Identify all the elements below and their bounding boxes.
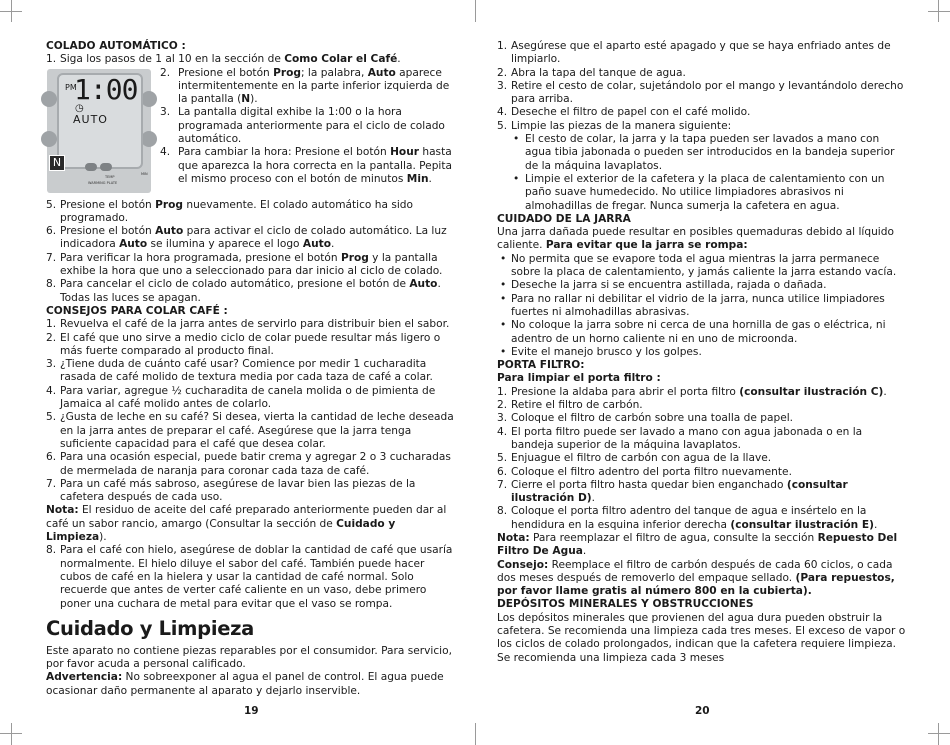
clean-step-4: 4. Deseche el filtro de papel con el café molido. bbox=[497, 106, 751, 119]
tip-2: 2. El café que uno sirve a medio ciclo de colar puede resultar más ligero o más fuerte comparado al producto final. bbox=[46, 331, 441, 357]
clean-step-2: 2. Abra la tapa del tanque de agua. bbox=[497, 66, 686, 79]
porta-step-3: 3. Coloque el filtro de carbón sobre una toalla de papel. bbox=[497, 412, 794, 425]
colado-step-2: 2. Presione el botón Prog; la palabra, Auto aparece intermitentemente en la parte inferior izquierda de la pantalla (N). bbox=[160, 66, 450, 106]
porta-step-7: 7. Cierre el porta filtro hasta quedar bien enganchado (consultar ilustración D). bbox=[497, 478, 848, 505]
knob-icon-right bbox=[141, 91, 157, 107]
lcd-auto-label: AUTO bbox=[73, 112, 108, 126]
warming-plate-label: WARMING PLATE bbox=[88, 180, 118, 185]
porta-step-1: 1. Presione la aldaba para abrir el porta filtro (consultar ilustración C). bbox=[497, 385, 887, 398]
callout-n-label: N bbox=[49, 155, 65, 171]
crop-mark-top-right-v bbox=[938, 0, 939, 22]
jarra-intro: Una jarra dañada puede resultar en posibles quemaduras debido al líquido caliente. Para evitar que la jarra se rompa: bbox=[497, 226, 894, 252]
porta-step-8: 8. Coloque el porta filtro adentro del tanque de agua e insértelo en la hendidura en la esquina inferior derecha (consultar ilustración E). bbox=[497, 505, 878, 531]
crop-mark-bottom-center bbox=[475, 723, 476, 745]
colado-step-6: 6. Presione el botón Auto para activar el ciclo de colado automático. La luz indicadora Auto se ilumina y aparece el logo Auto. bbox=[46, 225, 447, 251]
colado-step-1: 1. Siga los pasos de 1 al 10 en la sección de Como Colar el Café. bbox=[46, 53, 401, 66]
colado-automatico-heading: COLADO AUTOMÁTICO : bbox=[46, 40, 186, 52]
right-page bbox=[497, 40, 907, 665]
jarra-bullet-1: • No permita que se evapore toda el agua mientras la jarra permanece sobre la placa de calentamiento, y jamás caliente la jarra estando vacía. bbox=[500, 252, 897, 279]
tip-1: 1. Revuelva el café de la jarra antes de servirlo para distribuir bien el sabor. bbox=[46, 318, 450, 331]
clean-bullet-2: • Limpie el exterior de la cafetera y la placa de calentamiento con un paño suave humedecido. No utilice limpiadores abrasivos ni almohadillas de fregar. Nunca sumerja la cafetera en agua. bbox=[513, 172, 885, 212]
cuidado-limpieza-title: Cuidado y Limpieza bbox=[46, 616, 255, 640]
clean-bullet-1: • El cesto de colar, la jarra y la tapa pueden ser lavados a mano con agua tibia jabonada o pueden ser introducidos en la bandeja superior de la máquina lavaplatos. bbox=[513, 133, 895, 172]
tip-7: 7. Para un café más sabroso, asegúrese de lavar bien las piezas de la cafetera después de cada uso. bbox=[46, 477, 416, 504]
clean-step-5: 5. Limpie las piezas de la manera siguiente: bbox=[497, 119, 732, 132]
colado-step-5: 5. Presione el botón Prog nuevamente. El colado automático ha sido programado. bbox=[46, 198, 414, 224]
cuidado-intro: Este aparato no contiene piezas reparables por el consumidor. Para servicio, por favor acuda a personal calificado. bbox=[46, 644, 452, 671]
jarra-bullet-4: • No coloque la jarra sobre ni cerca de una hornilla de gas o eléctrica, ni adentro de un horno caliente ni en uno de microonda. bbox=[500, 319, 886, 345]
left-page bbox=[46, 40, 456, 698]
crop-mark-top-left-v bbox=[11, 0, 12, 22]
consejos-heading: CONSEJOS PARA COLAR CAFÉ : bbox=[46, 304, 228, 317]
porta-step-2: 2. Retire el filtro de carbón. bbox=[497, 399, 643, 412]
tip-3: 3. ¿Tiene duda de cuánto café usar? Comience por medir 1 cucharadita rasada de café molido de textura media por cada taza de café a colar. bbox=[46, 358, 433, 384]
lcd-display bbox=[57, 73, 143, 169]
knob-icon-left-lower bbox=[41, 131, 57, 147]
knob-icon-left bbox=[41, 91, 57, 107]
tip-5: 5. ¿Gusta de leche en su café? Si desea, vierta la cantidad de leche deseada en la jarra antes de preparar el café. Asegúrese que la jarra tenga suficiente capacidad para el café que desea colar. bbox=[46, 411, 454, 450]
plate-button-icon bbox=[100, 163, 112, 171]
jarra-heading: CUIDADO DE LA JARRA bbox=[497, 212, 631, 225]
jarra-bullet-5: • Evite el manejo brusco y los golpes. bbox=[500, 345, 702, 358]
advertencia: Advertencia: No sobreexponer al agua el panel de control. El agua puede ocasionar daño permanente al aparato y dejarlo inservible. bbox=[46, 671, 444, 697]
porta-step-4: 4. El porta filtro puede ser lavado a mano con agua jabonada o en la bandeja superior de la máquina lavaplatos. bbox=[497, 425, 863, 451]
porta-step-6: 6. Coloque el filtro adentro del porta filtro nuevamente. bbox=[497, 465, 792, 478]
tip-6: 6. Para una ocasión especial, puede batir crema y agregar 2 o 3 cucharadas de mermelada de naranja para coronar cada taza de café. bbox=[46, 451, 451, 477]
nota-filtro: Nota: Para reemplazar el filtro de agua, consulte la sección Repuesto Del Filtro De Agua. bbox=[497, 531, 898, 558]
depositos-heading: DEPÓSITOS MINERALES Y OBSTRUCCIONES bbox=[497, 598, 754, 611]
tip-4: 4. Para variar, agregue ½ cucharadita de canela molida o de pimienta de Jamaica al café molido antes de colarlo. bbox=[46, 384, 436, 411]
control-panel-illustration bbox=[47, 69, 151, 193]
depositos-text: Los depósitos minerales que provienen del agua dura pueden obstruir la cafetera. Se recomienda una limpieza cada tres meses. El exceso de vapor o los ciclos de colado prolongados, indican que la cafetera requiere limpieza. Se recomienda una limpieza cada 3 meses bbox=[497, 611, 906, 664]
jarra-bullet-2: • Deseche la jarra si se encuentra astillada, rajada o dañada. bbox=[500, 279, 827, 292]
tip-8: 8. Para el café con hielo, asegúrese de doblar la cantidad de café que usaría normalmente. El hielo diluye el sabor del café. También puede hacer cubos de café en la hielera y usar la cantidad de café normal. Solo recuerde que antes de verter café caliente en un vaso, debe primero poner una cuchara de metal para evitar que el vaso se rompa. bbox=[46, 544, 453, 610]
min-label: MIN bbox=[141, 171, 148, 176]
porta-filtro-subheading: Para limpiar el porta filtro : bbox=[497, 372, 661, 385]
crop-mark-top-right bbox=[928, 11, 950, 12]
panel-button-strip bbox=[85, 162, 135, 176]
porta-step-5: 5. Enjuague el filtro de carbón con agua de la llave. bbox=[497, 452, 772, 465]
crop-mark-bottom-left-v bbox=[11, 723, 12, 745]
colado-step-7: 7. Para verificar la hora programada, presione el botón Prog y la pantalla exhibe la hora que uno a seleccionado para dar inicio al ciclo de colado. bbox=[46, 251, 443, 278]
lcd-time: 1:00 bbox=[74, 72, 138, 106]
clean-step-3: 3. Retire el cesto de colar, sujetándolo por el mango y levantándolo derecho para arriba. bbox=[497, 79, 904, 106]
control-panel-section bbox=[46, 67, 456, 199]
panel-steps bbox=[160, 67, 460, 187]
clean-step-1: 1. Asegúrese que el aparto esté apagado y que se haya enfriado antes de limpiarlo. bbox=[497, 40, 891, 66]
crop-mark-bottom-right bbox=[928, 733, 950, 734]
temp-button-icon bbox=[85, 163, 97, 171]
porta-filtro-heading: PORTA FILTRO: bbox=[497, 359, 585, 372]
temp-label: TEMP bbox=[105, 174, 115, 179]
colado-step-8: 8. Para cancelar el ciclo de colado automático, presione el botón de Auto. Todas las luces se apagan. bbox=[46, 278, 441, 304]
page-number-right: 20 bbox=[695, 704, 710, 717]
crop-mark-top-center bbox=[475, 0, 476, 22]
clock-icon: ◷ bbox=[75, 102, 84, 114]
knob-icon-right-lower bbox=[141, 131, 157, 147]
pm-indicator: PM bbox=[65, 82, 77, 92]
page-number-left: 19 bbox=[244, 704, 259, 717]
crop-mark-bottom-right-v bbox=[938, 723, 939, 745]
colado-step-3: 3. La pantalla digital exhibe la 1:00 o la hora programada anteriormente para el ciclo de colado automático. bbox=[160, 106, 445, 146]
colado-step-4: 4. Para cambiar la hora: Presione el botón Hour hasta que aparezca la hora correcta en la pantalla. Pepita el mismo proceso con el botón de minutos Min. bbox=[160, 146, 453, 185]
nota-residuo: Nota: El residuo de aceite del café preparado anteriormente pueden dar al café un sabor rancio, amargo (Consultar la sección de Cuidado y Limpieza). bbox=[46, 504, 447, 544]
jarra-bullet-3: • Para no rallar ni debilitar el vidrio de la jarra, nunca utilice limpiadores fuertes ni almohadillas abrasivas. bbox=[500, 292, 885, 318]
consejo: Consejo: Reemplace el filtro de carbón después de cada 60 ciclos, o cada dos meses después de removerlo del empaque sellado. (Para repuestos, por favor llame gratis al número 800 en la cubierta). bbox=[497, 558, 895, 598]
